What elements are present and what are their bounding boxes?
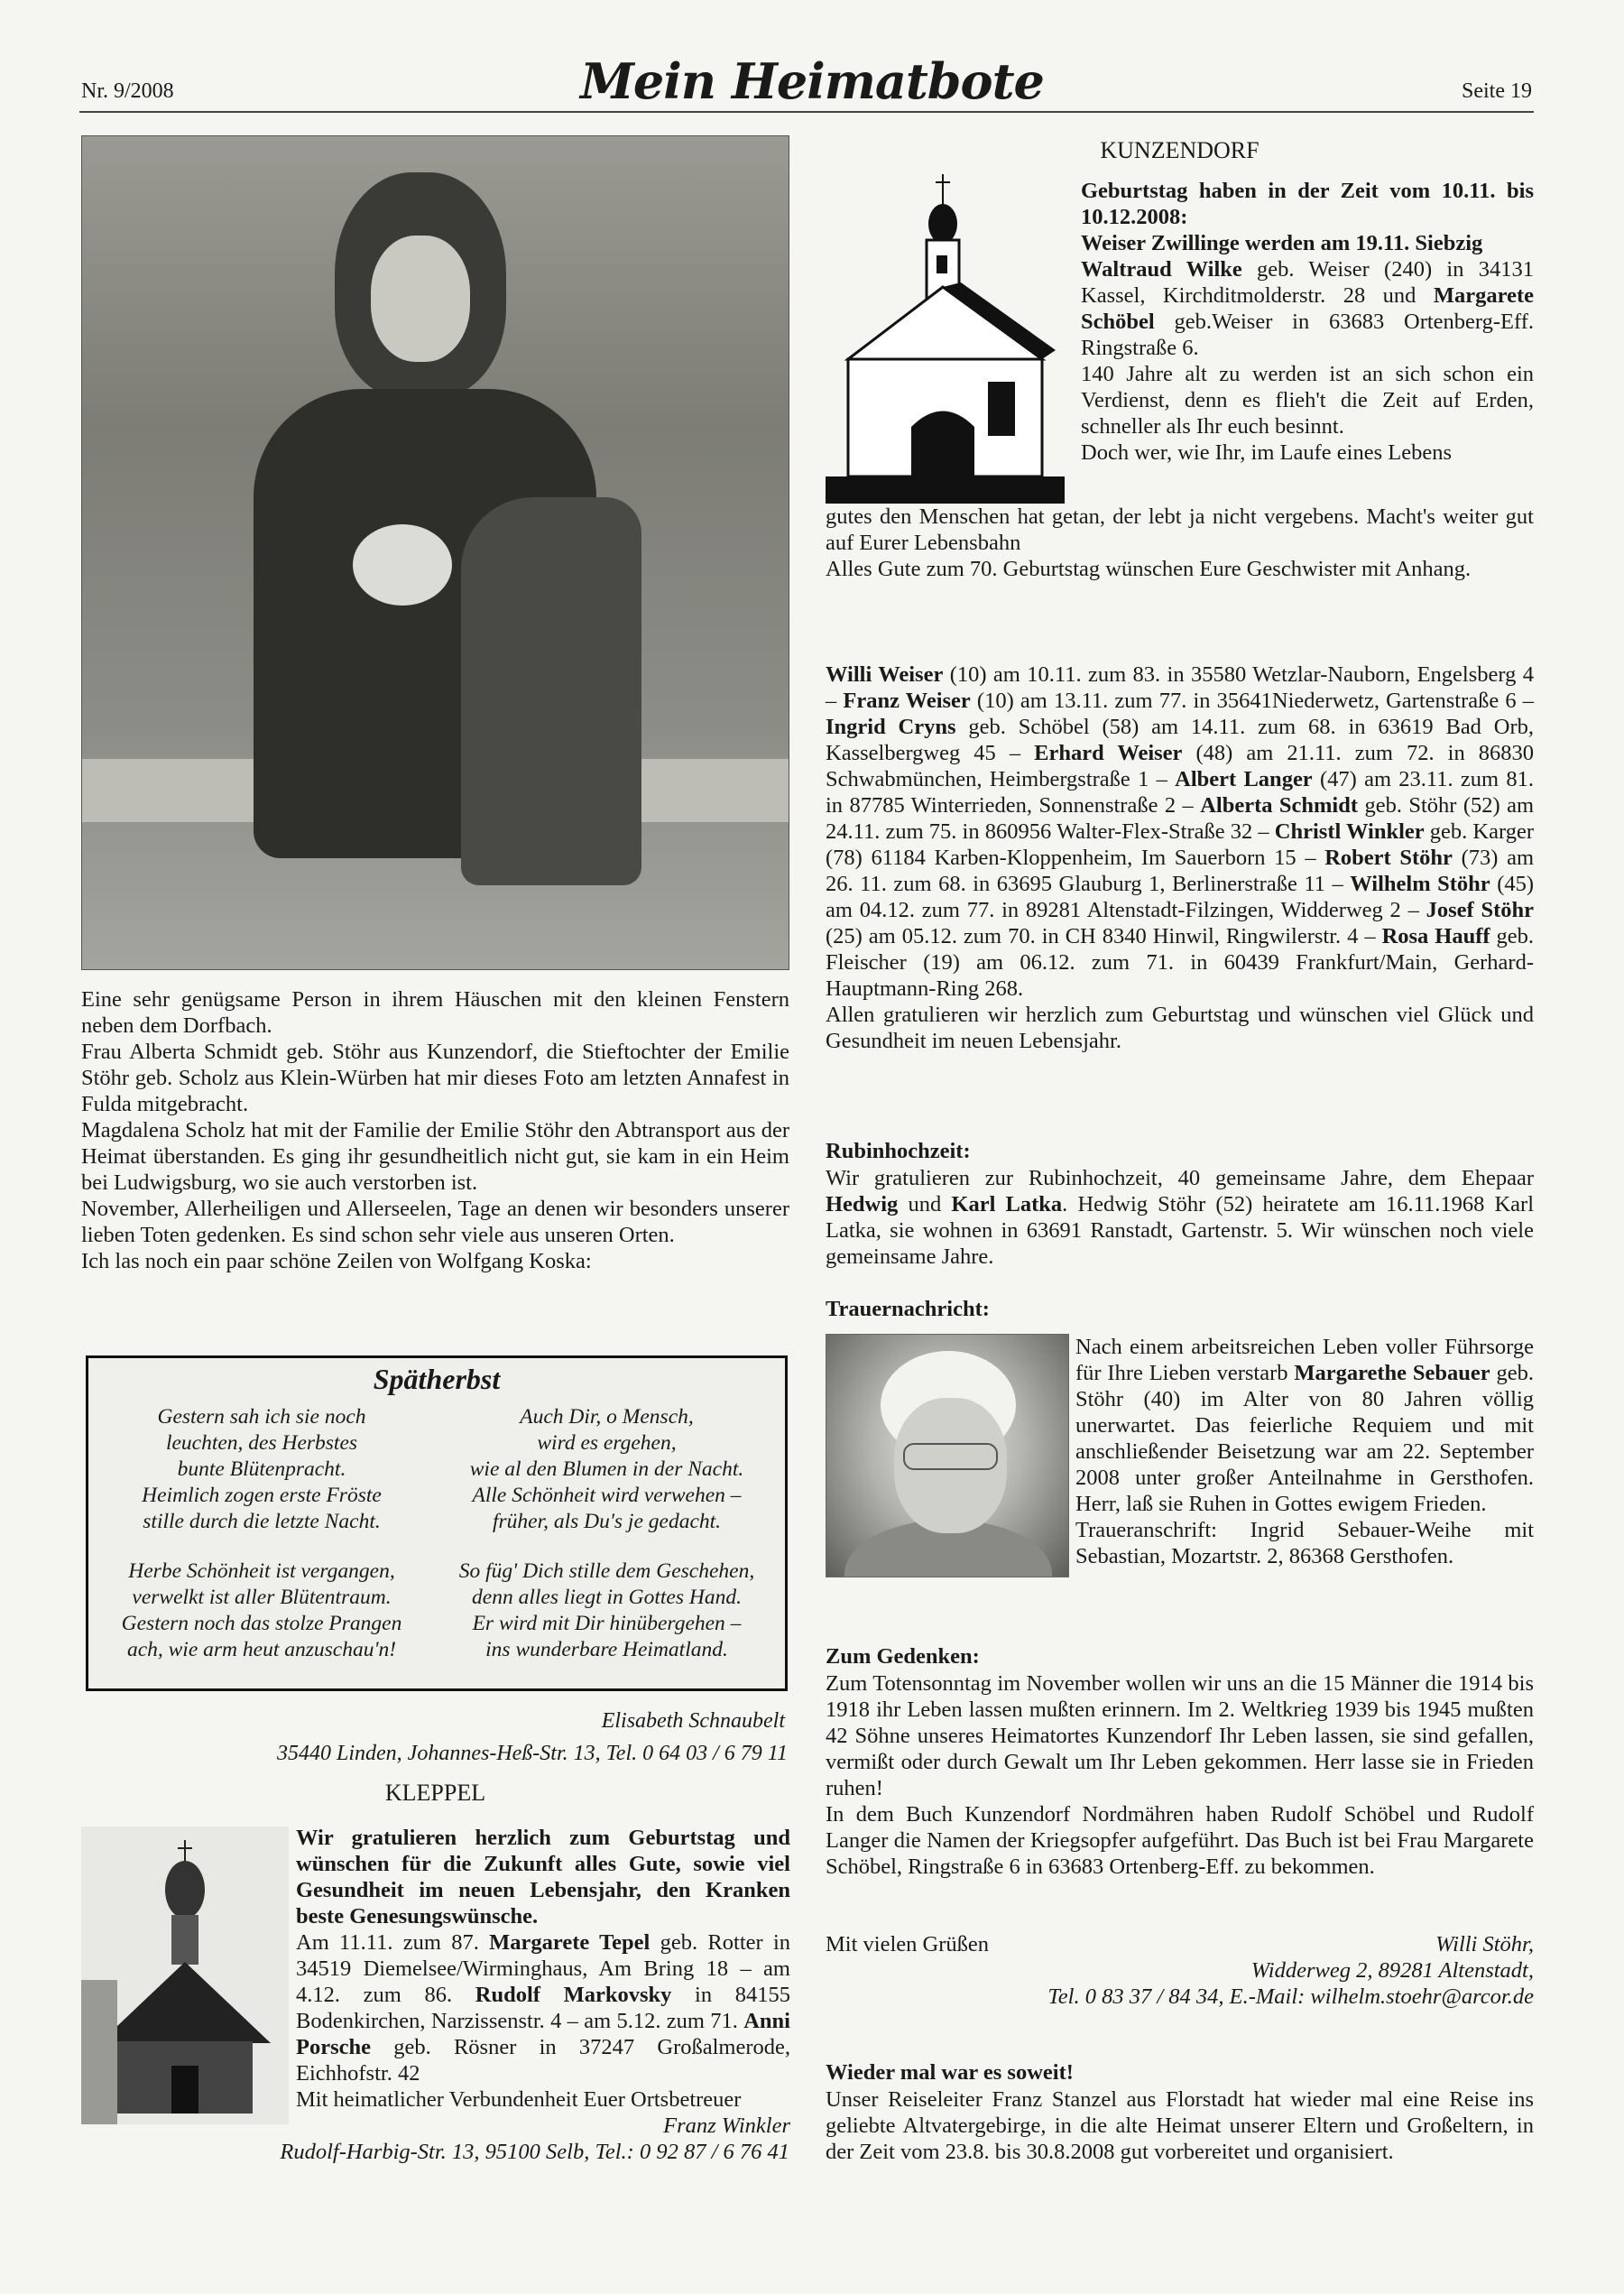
- rubin-heading: Rubinhochzeit:: [826, 1139, 971, 1163]
- page-number: Seite 19: [1462, 79, 1532, 103]
- chapel-door: [171, 2066, 198, 2114]
- poem-line: verwelkt ist aller Blütentraum.: [132, 1586, 392, 1609]
- kunzendorf-heading: KUNZENDORF: [1100, 137, 1260, 163]
- poem-line: ins wunderbare Heimatland.: [485, 1638, 728, 1661]
- kunz-names: Waltraud Wilke geb. Weiser (240) in 34131 Kassel, Kirchditmolderstr. 28 und Margarete Schöbel geb.Weiser in 63683 Ortenberg-Eff. Ringstraße 6.: [1081, 257, 1534, 360]
- bell-tower: [171, 1915, 198, 1965]
- poem-line: So füg' Dich stille dem Geschehen,: [458, 1559, 755, 1583]
- kleppel-chapel-photo: [81, 1827, 289, 2124]
- kunz-verse: Doch wer, wie Ihr, im Laufe eines Lebens: [1081, 440, 1452, 465]
- gedenken-para: Zum Totensonntag im November wollen wir uns an die 15 Männer die 1914 bis 1918 ihr Leben lassen mußten erinnern. Im 2. Weltkrieg 1939 bis 1945 mußten 42 Söhne unseres Heimatortes Kunzendorf Ihr Leben lassen, sie sind gefallen, vermißt oder durch Gewalt um Ihr Leben gekommen. Herr lasse sie in Frieden ruhen!: [826, 1671, 1534, 1800]
- portrait-glasses: [903, 1443, 998, 1470]
- greeting: Mit vielen Grüßen: [826, 1932, 989, 1956]
- church-portal: [911, 412, 974, 477]
- masthead: Mein Heimatbote: [580, 52, 1044, 110]
- kleppel-intro: Wir gratulieren herzlich zum Geburtstag und wünschen für die Zukunft alles Gute, sowie viel Gesundheit im neuen Lebensjahr, den Kranken beste Genesungswünsche.: [296, 1826, 790, 1929]
- kleppel-closing: Mit heimatlicher Verbundenheit Euer Ortsbetreuer: [296, 2087, 742, 2112]
- poem-author: Elisabeth Schnaubelt: [601, 1709, 785, 1733]
- photo-shawl: [461, 497, 641, 885]
- poem-line: Auch Dir, o Mensch,: [520, 1405, 694, 1429]
- kunzendorf-church-drawing: [826, 170, 1065, 504]
- caption-para: Magdalena Scholz hat mit der Familie der Emilie Stöhr den Abtransport aus der Heimat überstanden. Es ging ihr gesundheitlich nicht gut, sie kam in ein Heim bei Ludwigsburg, wo sie auch verstorben ist.: [81, 1118, 789, 1195]
- poem-right-column: [433, 1404, 780, 1663]
- wieder-heading: Wieder mal war es soweit!: [826, 2060, 1074, 2085]
- caption-para: November, Allerheiligen und Allerseelen, Tage an denen wir besonders unserer lieben Toten gedenken. Es sind schon sehr viele aus unseren Orten.: [81, 1197, 789, 1247]
- photo-hands: [353, 524, 452, 606]
- gedenken-para: In dem Buch Kunzendorf Nordmähren haben Rudolf Schöbel und Rudolf Langer die Namen der Kriegsopfer aufgeführt. Das Buch ist bei Frau Margarete Schöbel, Ringstraße 6 in 63683 Ortenberg-Eff. zu bekommen.: [826, 1802, 1534, 1879]
- trees: [81, 1980, 117, 2124]
- poem-title: Spätherbst: [373, 1363, 501, 1395]
- poem-line: wie al den Blumen in der Nacht.: [469, 1457, 744, 1481]
- trauer-heading: Trauernachricht:: [826, 1297, 990, 1321]
- photo-face: [371, 236, 470, 362]
- poem-line: Alle Schönheit wird verwehen –: [472, 1484, 742, 1507]
- signature: Willi Stöhr,: [1435, 1932, 1534, 1956]
- poem-line: Gestern noch das stolze Prangen: [121, 1612, 402, 1635]
- kleppel-address: Rudolf-Harbig-Str. 13, 95100 Selb, Tel.: 0 92 87 / 6 76 41: [280, 2140, 789, 2164]
- poem-line: Gestern sah ich sie noch: [157, 1405, 366, 1429]
- birthday-list: [826, 661, 1534, 1054]
- ground: [826, 476, 1065, 504]
- kleppel-signature: Franz Winkler: [663, 2114, 790, 2138]
- kleppel-text: [296, 1825, 790, 2139]
- poem-line: ach, wie arm heut anzuschau'n!: [126, 1638, 397, 1661]
- gedenken-heading: Zum Gedenken:: [826, 1644, 980, 1669]
- poem-line: Herbe Schönheit ist vergangen,: [128, 1559, 395, 1583]
- kleppel-birthdays: Am 11.11. zum 87. Margarete Tepel geb. Rotter in 34519 Diemelsee/Wirminghaus, Am Bring 18 – am 4.12. zum 86. Rudolf Markovsky in 84155 Bodenkirchen, Narzissenstr. 4 – am 5.12. zum 71. Anni Porsche geb. Rösner in 37247 Großalmerode, Eichhofstr. 42: [296, 1930, 791, 2086]
- onion-dome: [165, 1861, 205, 1919]
- side-window: [988, 382, 1015, 436]
- poem-line: Heimlich zogen erste Fröste: [142, 1484, 382, 1507]
- birthday-closing: Allen gratulieren wir herzlich zum Geburtstag und wünschen viel Glück und Gesundheit im neuen Lebensjahr.: [826, 1003, 1534, 1053]
- kunzendorf-text: [1081, 178, 1534, 466]
- poem-line: leuchten, des Herbstes: [165, 1431, 358, 1455]
- old-woman-photo: [81, 135, 789, 970]
- kunz-verse: gutes den Menschen hat getan, der lebt ja nicht vergebens. Macht's weiter gut auf Eurer Lebensbahn: [826, 504, 1534, 555]
- poem-line: bunte Blütenpracht.: [177, 1457, 346, 1481]
- kunz-twins: Weiser Zwillinge werden am 19.11. Siebzig: [1081, 231, 1483, 255]
- poem-line: stille durch die letzte Nacht.: [143, 1510, 381, 1533]
- wieder-text: Unser Reiseleiter Franz Stanzel aus Florstadt hat wieder mal eine Reise ins geliebte Altvatergebirge, in die alte Heimat unserer Eltern und Großeltern, in der Zeit vom 23.8. bis 30.8.2008 gut vorbereitet und organisiert.: [826, 2087, 1534, 2164]
- kunzendorf-continued: [826, 504, 1534, 582]
- birthday-entries: Willi Weiser (10) am 10.11. zum 83. in 35580 Wetzlar-Nauborn, Engelsberg 4 – Franz Weiser (10) am 13.11. zum 77. in 35641Niederwetz, Gartenstraße 6 – Ingrid Cryns geb. Schöbel (58) am 14.11. zum 68. in 63619 Bad Orb, Kasselbergweg 45 – Erhard Weiser (48) am 21.11. zum 72. in 86830 Schwabmünchen, Heimbergstraße 1 – Albert Langer (47) am 23.11. zum 81. in 87785 Winterrieden, Sonnenstraße 2 – Alberta Schmidt geb. Stöhr (52) am 24.11. zum 75. in 860956 Walter-Flex-Straße 32 – Christl Winkler geb. Karger (78) 61184 Karben-Kloppenheim, Im Sauerborn 15 – Robert Stöhr (73) am 26. 11. zum 68. in 63695 Glauburg 1, Berlinerstraße 11 – Wilhelm Stöhr (45) am 04.12. zum 77. in 89281 Altenstadt-Filzingen, Widderweg 2 – Josef Stöhr (25) am 05.12. zum 70. in CH 8340 Hinwil, Ringwilerstr. 4 – Rosa Hauff geb. Fleischer (19) am 06.12. zum 71. in 60439 Frankfurt/Main, Gerhard-Hauptmann-Ring 268.: [826, 662, 1535, 1001]
- sebauer-portrait-photo: [826, 1334, 1069, 1577]
- kleppel-heading: KLEPPEL: [384, 1780, 486, 1806]
- caption-para: Frau Alberta Schmidt geb. Stöhr aus Kunzendorf, die Stieftochter der Emilie Stöhr geb. Scholz aus Klein-Würben hat mir dieses Foto am letzten Annafest in Fulda mitgebracht.: [81, 1040, 789, 1116]
- trauer-text: [1075, 1334, 1534, 1569]
- kunz-wishes: Alles Gute zum 70. Geburtstag wünschen Eure Geschwister mit Anhang.: [826, 557, 1472, 581]
- poem-line: Er wird mit Dir hinübergehen –: [472, 1612, 742, 1635]
- tower-dome: [928, 204, 957, 244]
- kunz-intro: Geburtstag haben in der Zeit vom 10.11. bis 10.12.2008:: [1081, 179, 1534, 229]
- rubin-text: Wir gratulieren zur Rubinhochzeit, 40 gemeinsame Jahre, dem Ehepaar Hedwig und Karl Latka. Hedwig Stöhr (52) heiratete am 16.11.1968 Karl Latka, sie wohnen in 63691 Ranstadt, Gartenstr. 5. Wir wünschen noch viele gemeinsame Jahre.: [826, 1166, 1535, 1269]
- tower-window: [937, 255, 947, 273]
- kunz-verse: 140 Jahre alt zu werden ist an sich schon ein Verdienst, denn es flieh't die Zeit auf Erden, schneller als Ihr euch besinnt.: [1081, 362, 1534, 439]
- signature-address: Widderweg 2, 89281 Altenstadt,: [1250, 1958, 1534, 1983]
- gedenken-text: [826, 1670, 1534, 1880]
- poem-left-column: [99, 1404, 424, 1663]
- header-rule: [79, 111, 1534, 113]
- author-address: 35440 Linden, Johannes-Heß-Str. 13, Tel. 0 64 03 / 6 79 11: [277, 1742, 788, 1765]
- signature-contact: Tel. 0 83 37 / 84 34, E.-Mail: wilhelm.stoehr@arcor.de: [1047, 1984, 1534, 2009]
- poem-line: früher, als Du's je gedacht.: [492, 1510, 722, 1533]
- trauer-body: Nach einem arbeitsreichen Leben voller Führsorge für Ihre Lieben verstarb Margarethe Sebauer geb. Stöhr (40) im Alter von 80 Jahren völlig unerwartet. Das feierliche Requiem und mit anschließender Beisetzung war am 22. September 2008 unter großer Anteilnahme in Gersthofen. Herr, laß sie Ruhen in Gottes ewigem Frieden.: [1075, 1335, 1535, 1516]
- trauer-address: Traueranschrift: Ingrid Sebauer-Weihe mit Sebastian, Mozartstr. 2, 86368 Gersthofen.: [1075, 1518, 1534, 1568]
- caption-para: Ich las noch ein paar schöne Zeilen von Wolfgang Koska:: [81, 1249, 592, 1273]
- poem-line: wird es ergehen,: [537, 1431, 677, 1455]
- caption-para: Eine sehr genügsame Person in ihrem Häuschen mit den kleinen Fenstern neben dem Dorfbach.: [81, 987, 789, 1038]
- photo-caption: [81, 986, 789, 1274]
- issue-number: Nr. 9/2008: [81, 79, 174, 103]
- poem-line: denn alles liegt in Gottes Hand.: [472, 1586, 742, 1609]
